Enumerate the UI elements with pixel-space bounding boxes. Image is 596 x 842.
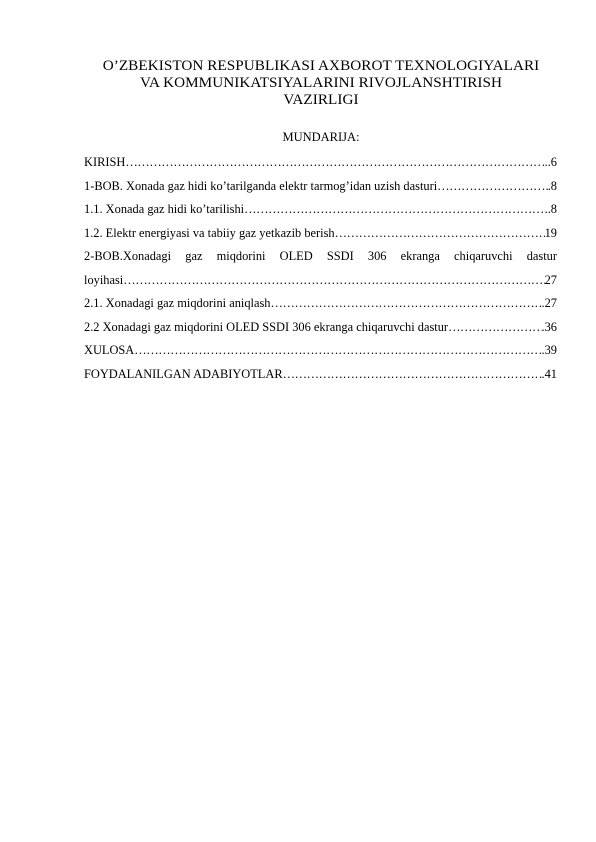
heading-line-1: O’ZBEKISTON RESPUBLIKASI AXBOROT TEXNOLOGIYALARI [102,57,540,74]
toc-entry-title: 2-BOB.Xonadagi gaz miqdorini OLED SSDI 306 ekranga chiqaruvchi dastur [84,249,557,263]
dot-leader [283,363,542,387]
toc-entry-page: .8 [547,178,557,193]
toc-entry-title: FOYDALANILGAN ADABIYOTLAR [84,366,283,381]
dot-leader [134,339,541,363]
toc-entry-kirish[interactable] [84,151,557,175]
dot-leader [244,198,544,222]
toc-entry-page: 27 [544,272,557,287]
toc-entry-section-2-1[interactable] [84,292,557,316]
toc-entry-title: KIRISH [84,155,126,169]
toc-entry-title: 1.1. Xonada gaz hidi ko’tarilishi [84,202,245,216]
toc-entry-xulosa[interactable] [84,339,557,363]
toc-entry-page: ..8 [544,202,557,216]
toc-entry-page: 19 [544,225,557,240]
dot-leader [448,316,541,340]
toc-entry-section-1-1[interactable] [84,198,557,222]
dot-leader [125,151,544,175]
toc-entry-bibliography[interactable] [84,363,557,387]
contents-title: MUNDARIJA: [282,130,360,144]
dot-leader [123,269,544,293]
dot-leader [271,292,542,316]
toc-entry-title: XULOSA [84,343,135,357]
toc-entry-page: ..6 [544,155,557,169]
toc-entry-chapter-2[interactable] [84,245,557,269]
toc-entry-chapter-2-continued[interactable] [84,269,557,293]
toc-entry-title: 2.1. Xonadagi gaz miqdorini aniqlash [84,296,271,310]
toc-entry-page: .39 [541,343,557,357]
dot-leader [437,175,548,199]
heading-line-2: VA KOMMUNIKATSIYALARINI RIVOJLANSHTIRISH [139,74,502,91]
toc-entry-title: 2.2 Xonadagi gaz miqdorini OLED SSDI 306 ekranga chiqaruvchi dastur [84,319,449,334]
toc-entry-section-2-2[interactable] [84,316,557,340]
toc-entry-title: 1.2. Elektr energiyasi va tabiiy gaz yetkazib berish [84,225,335,240]
heading-line-3: VAZIRLIGI [283,91,359,108]
toc-entry-page: .27 [541,296,557,310]
toc-entry-title: 1-BOB. Xonada gaz hidi ko’tarilganda elektr tarmog’idan uzish dasturi [84,178,438,193]
toc-entry-section-1-2[interactable] [84,222,557,246]
dot-leader [335,222,545,246]
toc-entry-page: .41 [541,366,557,381]
toc-entry-title: loyihasi [84,272,124,287]
ministry-heading [84,57,558,108]
toc-entry-chapter-1[interactable] [84,175,557,199]
table-of-contents [84,151,557,386]
toc-entry-page: .36 [541,319,557,334]
